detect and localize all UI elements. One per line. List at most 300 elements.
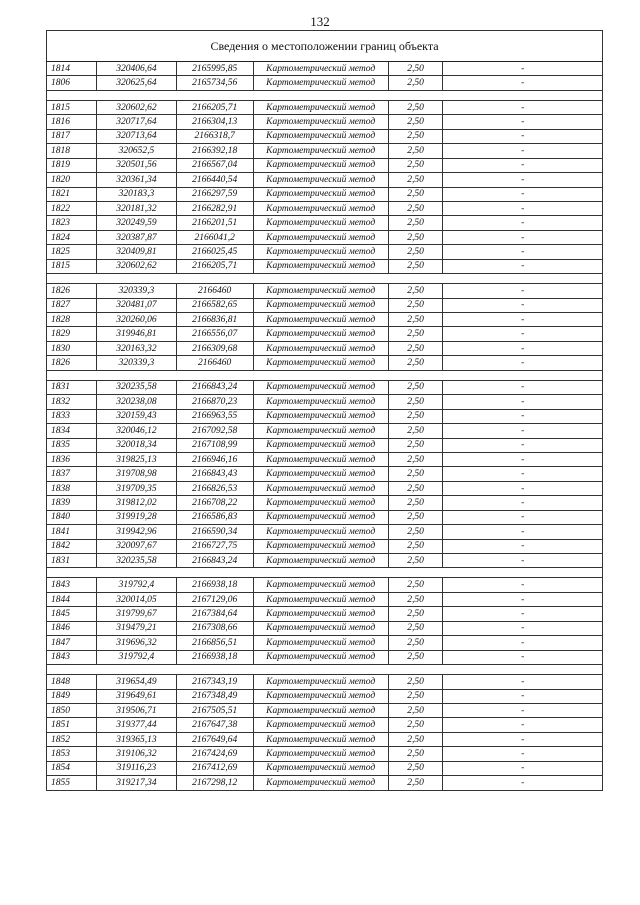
point-number-cell: 1833	[47, 409, 97, 423]
y-coordinate-cell: 2166041,2	[176, 230, 253, 244]
note-cell: -	[443, 578, 603, 592]
y-coordinate-cell: 2166582,65	[176, 298, 253, 312]
y-coordinate-cell: 2166297,59	[176, 187, 253, 201]
x-coordinate-cell: 319696,32	[97, 636, 177, 650]
accuracy-cell: 2,50	[388, 452, 443, 466]
accuracy-cell: 2,50	[388, 496, 443, 510]
point-number-cell: 1830	[47, 341, 97, 355]
y-coordinate-cell: 2166318,7	[176, 129, 253, 143]
note-cell: -	[443, 144, 603, 158]
table-row	[47, 554, 603, 568]
accuracy-cell: 2,50	[388, 395, 443, 409]
method-cell: Картометрический метод	[253, 76, 388, 90]
method-cell: Картометрический метод	[253, 592, 388, 606]
x-coordinate-cell: 320260,06	[97, 313, 177, 327]
point-number-cell: 1843	[47, 578, 97, 592]
method-cell: Картометрический метод	[253, 438, 388, 452]
y-coordinate-cell: 2166460	[176, 284, 253, 298]
table-row	[47, 718, 603, 732]
accuracy-cell: 2,50	[388, 636, 443, 650]
table-row	[47, 481, 603, 495]
accuracy-cell: 2,50	[388, 732, 443, 746]
point-number-cell: 1836	[47, 452, 97, 466]
method-cell: Картометрический метод	[253, 380, 388, 394]
method-cell: Картометрический метод	[253, 284, 388, 298]
method-cell: Картометрический метод	[253, 230, 388, 244]
note-cell: -	[443, 245, 603, 259]
point-number-cell: 1826	[47, 284, 97, 298]
note-cell: -	[443, 284, 603, 298]
point-number-cell: 1832	[47, 395, 97, 409]
x-coordinate-cell: 320409,81	[97, 245, 177, 259]
table-row	[47, 245, 603, 259]
accuracy-cell: 2,50	[388, 284, 443, 298]
x-coordinate-cell: 320046,12	[97, 424, 177, 438]
page-number: 132	[310, 14, 330, 29]
point-number-cell: 1827	[47, 298, 97, 312]
point-number-cell: 1851	[47, 718, 97, 732]
table-row	[47, 732, 603, 746]
table-row	[47, 689, 603, 703]
method-cell: Картометрический метод	[253, 409, 388, 423]
point-number-cell: 1835	[47, 438, 97, 452]
note-cell: -	[443, 539, 603, 553]
accuracy-cell: 2,50	[388, 689, 443, 703]
point-number-cell: 1831	[47, 554, 97, 568]
point-number-cell: 1842	[47, 539, 97, 553]
accuracy-cell: 2,50	[388, 424, 443, 438]
note-cell: -	[443, 592, 603, 606]
x-coordinate-cell: 320097,67	[97, 539, 177, 553]
accuracy-cell: 2,50	[388, 216, 443, 230]
x-coordinate-cell: 319792,4	[97, 578, 177, 592]
method-cell: Картометрический метод	[253, 525, 388, 539]
method-cell: Картометрический метод	[253, 327, 388, 341]
x-coordinate-cell: 320406,64	[97, 62, 177, 76]
y-coordinate-cell: 2166856,51	[176, 636, 253, 650]
x-coordinate-cell: 319217,34	[97, 776, 177, 790]
note-cell: -	[443, 158, 603, 172]
accuracy-cell: 2,50	[388, 578, 443, 592]
table-row	[47, 525, 603, 539]
x-coordinate-cell: 320602,62	[97, 100, 177, 114]
y-coordinate-cell: 2166201,51	[176, 216, 253, 230]
y-coordinate-cell: 2167424,69	[176, 747, 253, 761]
x-coordinate-cell: 320159,43	[97, 409, 177, 423]
note-cell: -	[443, 554, 603, 568]
x-coordinate-cell: 320163,32	[97, 341, 177, 355]
note-cell: -	[443, 173, 603, 187]
table-row	[47, 115, 603, 129]
x-coordinate-cell: 320235,58	[97, 380, 177, 394]
accuracy-cell: 2,50	[388, 650, 443, 664]
x-coordinate-cell: 319946,81	[97, 327, 177, 341]
point-number-cell: 1844	[47, 592, 97, 606]
table-row	[47, 395, 603, 409]
accuracy-cell: 2,50	[388, 776, 443, 790]
x-coordinate-cell: 320183,3	[97, 187, 177, 201]
point-number-cell: 1853	[47, 747, 97, 761]
method-cell: Картометрический метод	[253, 201, 388, 215]
point-number-cell: 1829	[47, 327, 97, 341]
y-coordinate-cell: 2166938,18	[176, 578, 253, 592]
x-coordinate-cell: 319812,02	[97, 496, 177, 510]
accuracy-cell: 2,50	[388, 245, 443, 259]
note-cell: -	[443, 341, 603, 355]
table-row	[47, 380, 603, 394]
method-cell: Картометрический метод	[253, 395, 388, 409]
method-cell: Картометрический метод	[253, 158, 388, 172]
accuracy-cell: 2,50	[388, 525, 443, 539]
x-coordinate-cell: 320238,08	[97, 395, 177, 409]
point-number-cell: 1821	[47, 187, 97, 201]
table-row	[47, 313, 603, 327]
method-cell: Картометрический метод	[253, 650, 388, 664]
x-coordinate-cell: 320625,64	[97, 76, 177, 90]
y-coordinate-cell: 2167108,99	[176, 438, 253, 452]
y-coordinate-cell: 2166309,68	[176, 341, 253, 355]
x-coordinate-cell: 319709,35	[97, 481, 177, 495]
y-coordinate-cell: 2166843,43	[176, 467, 253, 481]
note-cell: -	[443, 313, 603, 327]
table-row	[47, 510, 603, 524]
y-coordinate-cell: 2167649,64	[176, 732, 253, 746]
accuracy-cell: 2,50	[388, 481, 443, 495]
method-cell: Картометрический метод	[253, 761, 388, 775]
y-coordinate-cell: 2167298,12	[176, 776, 253, 790]
y-coordinate-cell: 2166556,07	[176, 327, 253, 341]
note-cell: -	[443, 467, 603, 481]
table-row	[47, 284, 603, 298]
note-cell: -	[443, 230, 603, 244]
accuracy-cell: 2,50	[388, 259, 443, 273]
table-row	[47, 761, 603, 775]
separator-cell	[47, 90, 603, 100]
y-coordinate-cell: 2165995,85	[176, 62, 253, 76]
block-separator	[47, 90, 603, 100]
accuracy-cell: 2,50	[388, 313, 443, 327]
method-cell: Картометрический метод	[253, 62, 388, 76]
x-coordinate-cell: 319919,28	[97, 510, 177, 524]
method-cell: Картометрический метод	[253, 298, 388, 312]
note-cell: -	[443, 201, 603, 215]
point-number-cell: 1855	[47, 776, 97, 790]
y-coordinate-cell: 2167092,58	[176, 424, 253, 438]
x-coordinate-cell: 319365,13	[97, 732, 177, 746]
x-coordinate-cell: 320602,62	[97, 259, 177, 273]
method-cell: Картометрический метод	[253, 245, 388, 259]
x-coordinate-cell: 320235,58	[97, 554, 177, 568]
point-number-cell: 1847	[47, 636, 97, 650]
method-cell: Картометрический метод	[253, 424, 388, 438]
y-coordinate-cell: 2167412,69	[176, 761, 253, 775]
y-coordinate-cell: 2166963,55	[176, 409, 253, 423]
note-cell: -	[443, 409, 603, 423]
point-number-cell: 1831	[47, 380, 97, 394]
accuracy-cell: 2,50	[388, 554, 443, 568]
method-cell: Картометрический метод	[253, 510, 388, 524]
y-coordinate-cell: 2166025,45	[176, 245, 253, 259]
separator-cell	[47, 568, 603, 578]
note-cell: -	[443, 703, 603, 717]
accuracy-cell: 2,50	[388, 115, 443, 129]
note-cell: -	[443, 129, 603, 143]
table-row	[47, 230, 603, 244]
note-cell: -	[443, 395, 603, 409]
y-coordinate-cell: 2167647,38	[176, 718, 253, 732]
boundary-coordinates-table	[46, 30, 603, 791]
table-row	[47, 703, 603, 717]
point-number-cell: 1841	[47, 525, 97, 539]
method-cell: Картометрический метод	[253, 496, 388, 510]
method-cell: Картометрический метод	[253, 776, 388, 790]
y-coordinate-cell: 2166727,75	[176, 539, 253, 553]
note-cell: -	[443, 259, 603, 273]
accuracy-cell: 2,50	[388, 621, 443, 635]
table-row	[47, 592, 603, 606]
point-number-cell: 1846	[47, 621, 97, 635]
note-cell: -	[443, 481, 603, 495]
point-number-cell: 1815	[47, 100, 97, 114]
method-cell: Картометрический метод	[253, 607, 388, 621]
note-cell: -	[443, 438, 603, 452]
y-coordinate-cell: 2166586,83	[176, 510, 253, 524]
note-cell: -	[443, 718, 603, 732]
point-number-cell: 1806	[47, 76, 97, 90]
accuracy-cell: 2,50	[388, 718, 443, 732]
note-cell: -	[443, 216, 603, 230]
method-cell: Картометрический метод	[253, 636, 388, 650]
note-cell: -	[443, 298, 603, 312]
table-row	[47, 675, 603, 689]
x-coordinate-cell: 319654,49	[97, 675, 177, 689]
accuracy-cell: 2,50	[388, 144, 443, 158]
point-number-cell: 1818	[47, 144, 97, 158]
x-coordinate-cell: 319106,32	[97, 747, 177, 761]
x-coordinate-cell: 320181,32	[97, 201, 177, 215]
point-number-cell: 1854	[47, 761, 97, 775]
table-row	[47, 62, 603, 76]
x-coordinate-cell: 320249,59	[97, 216, 177, 230]
point-number-cell: 1825	[47, 245, 97, 259]
accuracy-cell: 2,50	[388, 761, 443, 775]
accuracy-cell: 2,50	[388, 356, 443, 370]
method-cell: Картометрический метод	[253, 313, 388, 327]
note-cell: -	[443, 452, 603, 466]
note-cell: -	[443, 607, 603, 621]
table-row	[47, 776, 603, 790]
y-coordinate-cell: 2166304,13	[176, 115, 253, 129]
note-cell: -	[443, 424, 603, 438]
y-coordinate-cell: 2166870,23	[176, 395, 253, 409]
y-coordinate-cell: 2166282,91	[176, 201, 253, 215]
accuracy-cell: 2,50	[388, 173, 443, 187]
table-row	[47, 747, 603, 761]
x-coordinate-cell: 319792,4	[97, 650, 177, 664]
method-cell: Картометрический метод	[253, 452, 388, 466]
x-coordinate-cell: 320652,5	[97, 144, 177, 158]
accuracy-cell: 2,50	[388, 341, 443, 355]
x-coordinate-cell: 320018,34	[97, 438, 177, 452]
method-cell: Картометрический метод	[253, 554, 388, 568]
note-cell: -	[443, 100, 603, 114]
y-coordinate-cell: 2166708,22	[176, 496, 253, 510]
x-coordinate-cell: 320387,87	[97, 230, 177, 244]
accuracy-cell: 2,50	[388, 703, 443, 717]
point-number-cell: 1845	[47, 607, 97, 621]
point-number-cell: 1824	[47, 230, 97, 244]
note-cell: -	[443, 525, 603, 539]
note-cell: -	[443, 636, 603, 650]
note-cell: -	[443, 115, 603, 129]
y-coordinate-cell: 2167129,06	[176, 592, 253, 606]
note-cell: -	[443, 621, 603, 635]
point-number-cell: 1849	[47, 689, 97, 703]
table-header-row	[47, 31, 603, 62]
method-cell: Картометрический метод	[253, 216, 388, 230]
point-number-cell: 1838	[47, 481, 97, 495]
accuracy-cell: 2,50	[388, 675, 443, 689]
table-row	[47, 129, 603, 143]
x-coordinate-cell: 320339,3	[97, 356, 177, 370]
method-cell: Картометрический метод	[253, 747, 388, 761]
point-number-cell: 1826	[47, 356, 97, 370]
x-coordinate-cell: 319116,23	[97, 761, 177, 775]
table-title: Сведения о местоположении границ объекта	[47, 31, 603, 62]
x-coordinate-cell: 320339,3	[97, 284, 177, 298]
table-row	[47, 298, 603, 312]
y-coordinate-cell: 2167308,66	[176, 621, 253, 635]
x-coordinate-cell: 319649,61	[97, 689, 177, 703]
table-row	[47, 341, 603, 355]
point-number-cell: 1819	[47, 158, 97, 172]
table-row	[47, 216, 603, 230]
accuracy-cell: 2,50	[388, 187, 443, 201]
x-coordinate-cell: 320501,56	[97, 158, 177, 172]
x-coordinate-cell: 319942,96	[97, 525, 177, 539]
table-row	[47, 356, 603, 370]
note-cell: -	[443, 327, 603, 341]
accuracy-cell: 2,50	[388, 298, 443, 312]
y-coordinate-cell: 2167505,51	[176, 703, 253, 717]
table-row	[47, 100, 603, 114]
x-coordinate-cell: 319479,21	[97, 621, 177, 635]
point-number-cell: 1848	[47, 675, 97, 689]
table-row	[47, 424, 603, 438]
y-coordinate-cell: 2165734,56	[176, 76, 253, 90]
block-separator	[47, 665, 603, 675]
note-cell: -	[443, 747, 603, 761]
accuracy-cell: 2,50	[388, 380, 443, 394]
x-coordinate-cell: 320713,64	[97, 129, 177, 143]
y-coordinate-cell: 2167343,19	[176, 675, 253, 689]
note-cell: -	[443, 650, 603, 664]
table-row	[47, 607, 603, 621]
note-cell: -	[443, 356, 603, 370]
note-cell: -	[443, 675, 603, 689]
x-coordinate-cell: 320481,07	[97, 298, 177, 312]
accuracy-cell: 2,50	[388, 438, 443, 452]
y-coordinate-cell: 2167384,64	[176, 607, 253, 621]
accuracy-cell: 2,50	[388, 747, 443, 761]
table-row	[47, 438, 603, 452]
x-coordinate-cell: 319799,67	[97, 607, 177, 621]
separator-cell	[47, 370, 603, 380]
y-coordinate-cell: 2166826,53	[176, 481, 253, 495]
table-row	[47, 201, 603, 215]
point-number-cell: 1822	[47, 201, 97, 215]
method-cell: Картометрический метод	[253, 187, 388, 201]
method-cell: Картометрический метод	[253, 718, 388, 732]
y-coordinate-cell: 2166938,18	[176, 650, 253, 664]
table-row	[47, 173, 603, 187]
y-coordinate-cell: 2166843,24	[176, 380, 253, 394]
accuracy-cell: 2,50	[388, 409, 443, 423]
note-cell: -	[443, 776, 603, 790]
table-row	[47, 144, 603, 158]
accuracy-cell: 2,50	[388, 607, 443, 621]
method-cell: Картометрический метод	[253, 259, 388, 273]
accuracy-cell: 2,50	[388, 327, 443, 341]
block-separator	[47, 370, 603, 380]
x-coordinate-cell: 319377,44	[97, 718, 177, 732]
table-row	[47, 187, 603, 201]
y-coordinate-cell: 2166590,34	[176, 525, 253, 539]
table-row	[47, 650, 603, 664]
point-number-cell: 1843	[47, 650, 97, 664]
y-coordinate-cell: 2166567,04	[176, 158, 253, 172]
table-row	[47, 636, 603, 650]
note-cell: -	[443, 689, 603, 703]
point-number-cell: 1817	[47, 129, 97, 143]
accuracy-cell: 2,50	[388, 201, 443, 215]
y-coordinate-cell: 2166440,54	[176, 173, 253, 187]
accuracy-cell: 2,50	[388, 467, 443, 481]
point-number-cell: 1820	[47, 173, 97, 187]
block-separator	[47, 568, 603, 578]
accuracy-cell: 2,50	[388, 510, 443, 524]
method-cell: Картометрический метод	[253, 703, 388, 717]
accuracy-cell: 2,50	[388, 129, 443, 143]
method-cell: Картометрический метод	[253, 578, 388, 592]
point-number-cell: 1834	[47, 424, 97, 438]
point-number-cell: 1815	[47, 259, 97, 273]
y-coordinate-cell: 2167348,49	[176, 689, 253, 703]
method-cell: Картометрический метод	[253, 356, 388, 370]
point-number-cell: 1816	[47, 115, 97, 129]
table-row	[47, 578, 603, 592]
table-row	[47, 327, 603, 341]
accuracy-cell: 2,50	[388, 62, 443, 76]
point-number-cell: 1850	[47, 703, 97, 717]
table-row	[47, 496, 603, 510]
point-number-cell: 1823	[47, 216, 97, 230]
y-coordinate-cell: 2166836,81	[176, 313, 253, 327]
note-cell: -	[443, 732, 603, 746]
note-cell: -	[443, 76, 603, 90]
y-coordinate-cell: 2166460	[176, 356, 253, 370]
accuracy-cell: 2,50	[388, 158, 443, 172]
method-cell: Картометрический метод	[253, 621, 388, 635]
separator-cell	[47, 665, 603, 675]
y-coordinate-cell: 2166205,71	[176, 259, 253, 273]
x-coordinate-cell: 320717,64	[97, 115, 177, 129]
table-row	[47, 452, 603, 466]
x-coordinate-cell: 320014,05	[97, 592, 177, 606]
point-number-cell: 1840	[47, 510, 97, 524]
note-cell: -	[443, 380, 603, 394]
accuracy-cell: 2,50	[388, 100, 443, 114]
